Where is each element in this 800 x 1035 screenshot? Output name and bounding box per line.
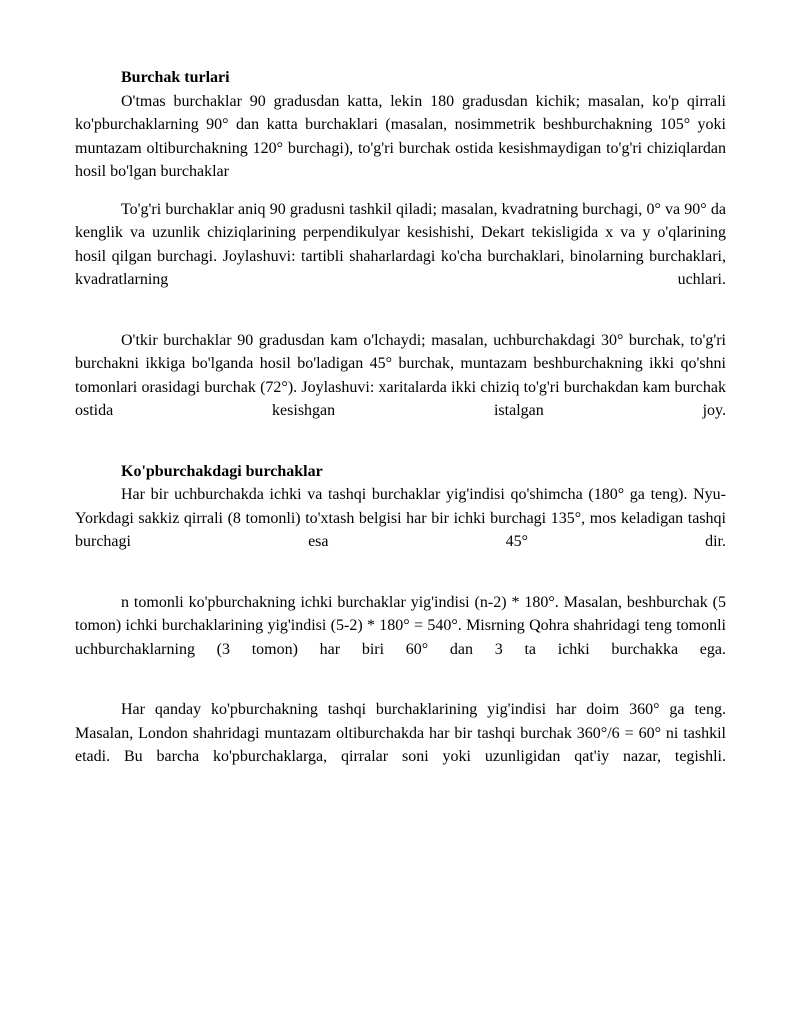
document-page <box>75 66 726 769</box>
paragraph-otkir-burchaklar: O'tkir burchaklar 90 gradusdan kam o'lchaydi; masalan, uchburchakdagi 30° burchak, to'g'ri burchakni ikkiga bo'lganda hosil bo'ladigan 45° burchak, muntazam beshburchakning ikki qo'shni tomonlari orasidagi burchak (72°). Joylashuvi: xaritalarda ikki chiziq to'g'ri burchakdan kam burchak ostida kesishgan istalgan joy. <box>75 331 726 419</box>
paragraph-spacer <box>75 661 726 698</box>
paragraph-uchburchak-burchaklari: Har bir uchburchakda ichki va tashqi burchaklar yig'indisi qo'shimcha (180° ga teng). Nyu-Yorkdagi sakkiz qirrali (8 tomonli) to'xtash belgisi har bir ichki burchagi 135°, mos keladigan tashqi burchagi esa 45° dir. <box>75 486 726 550</box>
paragraph-spacer <box>75 292 726 329</box>
paragraph-togri-burchaklar: To'g'ri burchaklar aniq 90 gradusni tashkil qiladi; masalan, kvadratning burchagi, 0° va 90° da kenglik va uzunlik chiziqlarining perpendikulyar kesishishi, Dekart tekisligida x va y o'qlarining hosil qilgan burchagi. Joylashuvi: tartibli shaharlardagi ko'cha burchaklari, binolarning burchaklari, kvadratlarning uchlari. <box>75 200 726 288</box>
paragraph-spacer <box>75 554 726 591</box>
paragraph-otmas-burchaklar: O'tmas burchaklar 90 gradusdan katta, lekin 180 gradusdan kichik; masalan, ko'p qirrali ko'pburchaklarning 90° dan katta burchaklari (masalan, nosimmetrik beshburchakning 105° yoki muntazam oltiburchakning 120° burchagi), to'g'ri burchak ostida kesishmaydigan to'g'ri chiziqlardan hosil bo'lgan burchaklar <box>75 92 726 180</box>
paragraph-spacer <box>75 184 726 198</box>
section-heading-burchak-turlari: Burchak turlari <box>121 69 230 86</box>
section-heading-kopburchakdagi-burchaklar: Ko'pburchakdagi burchaklar <box>121 462 323 480</box>
paragraph-tashqi-burchaklar-yigindisi: Har qanday ko'pburchakning tashqi burchaklarining yig'indisi har doim 360° ga teng. Masalan, London shahridagi muntazam oltiburchakda har bir tashqi burchak 360°/6 = 60° ni tashkil etadi. Bu barcha ko'pburchaklarga, qirralar soni yoki uzunligidan qat'iy nazar, tegishli. <box>75 701 726 765</box>
section-spacer <box>75 423 726 460</box>
paragraph-ichki-burchaklar-yigindisi: n tomonli ko'pburchakning ichki burchaklar yig'indisi (n-2) * 180°. Masalan, beshburchak (5 tomon) ichki burchaklarining yig'indisi (5-2) * 180° = 540°. Misrning Qohra shahridagi teng tomonli uchburchaklarning (3 tomon) har biri 60° dan 3 ta ichki burchakka ega. <box>75 593 726 658</box>
